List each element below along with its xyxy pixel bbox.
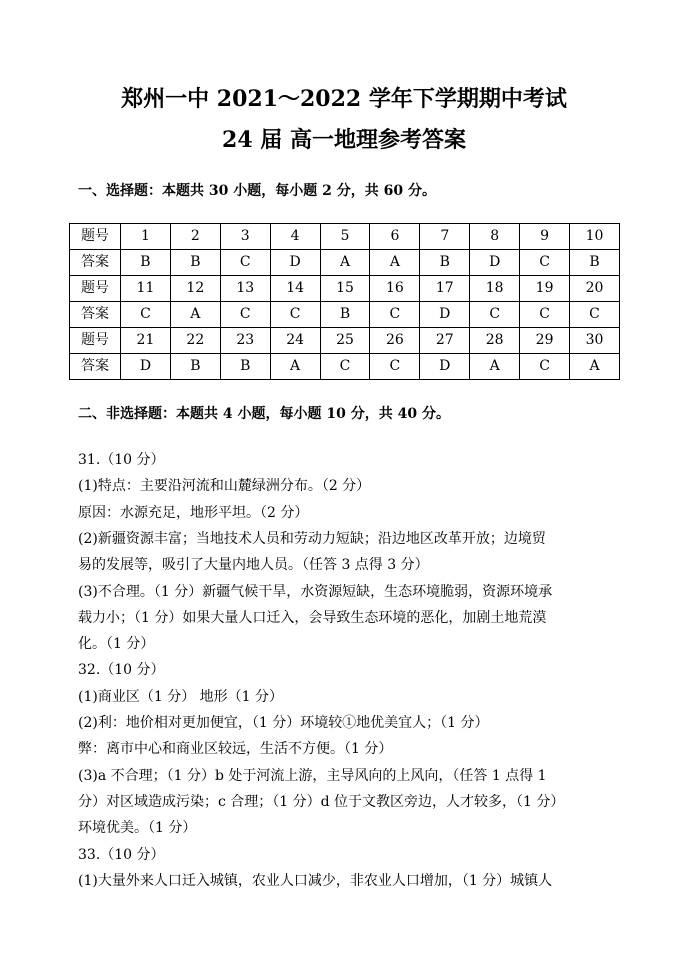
table-cell: C [220,302,270,328]
table-cell: 18 [470,276,520,302]
row-label: 题号 [70,276,121,302]
table-cell: B [170,250,220,276]
table-cell: B [320,302,370,328]
answer-line: 32.（10 分） [78,662,165,679]
answer-line: (1)大量外来人口迁入城镇，农业人口减少，非农业人口增加，（1 分）城镇人 [78,872,553,889]
answer-line: 化。（1 分） [78,636,155,653]
table-cell: B [570,250,620,276]
answer-line: (1)商业区（1 分） 地形（1 分） [78,688,283,705]
answer-line: (1)特点：主要沿河流和山麓绿洲分布。（2 分） [78,478,371,495]
exam-subtitle: 24 届 高一地理参考答案 [222,127,466,153]
table-cell: 3 [220,224,270,250]
table-cell: A [470,354,520,380]
table-cell: B [420,250,470,276]
table-cell: A [570,354,620,380]
table-cell: C [470,302,520,328]
table-cell: A [270,354,320,380]
answer-table [69,223,620,380]
table-cell: 21 [121,328,171,354]
table-cell: C [520,354,570,380]
table-cell: 15 [320,276,370,302]
table-cell: C [370,354,420,380]
table-cell: 19 [520,276,570,302]
table-cell: B [220,354,270,380]
table-cell: C [370,302,420,328]
section-heading-nonchoice: 二、非选择题：本题共 4 小题，每小题 10 分，共 40 分。 [78,406,450,422]
table-row [70,354,620,380]
table-cell: 1 [121,224,171,250]
table-cell: 26 [370,328,420,354]
table-cell: D [420,302,470,328]
section-heading-choice: 一、选择题：本题共 30 小题，每小题 2 分，共 60 分。 [78,183,436,199]
table-cell: 24 [270,328,320,354]
table-cell: 28 [470,328,520,354]
table-cell: 29 [520,328,570,354]
table-cell: C [570,302,620,328]
table-cell: C [220,250,270,276]
table-cell: 14 [270,276,320,302]
table-row [70,250,620,276]
table-cell: 8 [470,224,520,250]
answer-line: 环境优美。（1 分） [78,820,197,837]
answer-line: 弊：离市中心和商业区较远，生活不方便。（1 分） [78,741,393,758]
table-cell: 20 [570,276,620,302]
table-cell: C [520,302,570,328]
row-label: 答案 [70,302,121,328]
table-cell: 13 [220,276,270,302]
table-cell: 2 [170,224,220,250]
table-cell: D [270,250,320,276]
table-cell: 23 [220,328,270,354]
table-cell: 11 [121,276,171,302]
table-cell: 9 [520,224,570,250]
answer-line: (2)新疆资源丰富；当地技术人员和劳动力短缺；沿边地区改革开放；边境贸 [78,530,546,547]
row-label: 答案 [70,250,121,276]
table-cell: A [370,250,420,276]
table-cell: C [121,302,171,328]
table-row [70,302,620,328]
table-cell: D [420,354,470,380]
answer-line: (3)a 不合理；（1 分）b 处于河流上游，主导风向的上风向，（任答 1 点得 1 [78,767,547,784]
answer-line: 载力小；（1 分）如果大量人口迁入，会导致生态环境的恶化，加剧土地荒漠 [78,609,547,626]
answer-line: (2)利：地价相对更加便宜，（1 分）环境较①地优美宜人；（1 分） [78,715,489,731]
table-cell: B [170,354,220,380]
table-cell: 7 [420,224,470,250]
table-row [70,224,620,250]
answer-line: 分）对区域造成污染；c 合理；（1 分）d 位于文教区旁边，人才较多，（1 分） [78,793,565,810]
row-label: 答案 [70,354,121,380]
table-row [70,276,620,302]
table-cell: C [520,250,570,276]
row-label: 题号 [70,224,121,250]
table-cell: A [320,250,370,276]
answer-line: 33.（10 分） [78,846,165,863]
exam-title: 郑州一中 2021～2022 学年下学期期中考试 [121,86,567,112]
table-cell: 6 [370,224,420,250]
table-cell: 22 [170,328,220,354]
table-cell: D [121,354,171,380]
answer-line: (3)不合理。（1 分）新疆气候干旱，水资源短缺，生态环境脆弱，资源环境承 [78,583,553,600]
table-cell: 17 [420,276,470,302]
answer-line: 31.（10 分） [78,452,165,468]
table-cell: 4 [270,224,320,250]
table-cell: 12 [170,276,220,302]
table-cell: A [170,302,220,328]
table-cell: B [121,250,171,276]
table-cell: 27 [420,328,470,354]
table-cell: 5 [320,224,370,250]
table-cell: 16 [370,276,420,302]
table-cell: C [320,354,370,380]
table-row [70,328,620,354]
table-cell: C [270,302,320,328]
answer-line: 原因：水源充足，地形平坦。（2 分） [78,504,309,521]
table-cell: 10 [570,224,620,250]
table-cell: 25 [320,328,370,354]
table-cell: 30 [570,328,620,354]
table-cell: D [470,250,520,276]
answer-line: 易的发展等，吸引了大量内地人员。（任答 3 点得 3 分） [78,557,429,574]
row-label: 题号 [70,328,121,354]
